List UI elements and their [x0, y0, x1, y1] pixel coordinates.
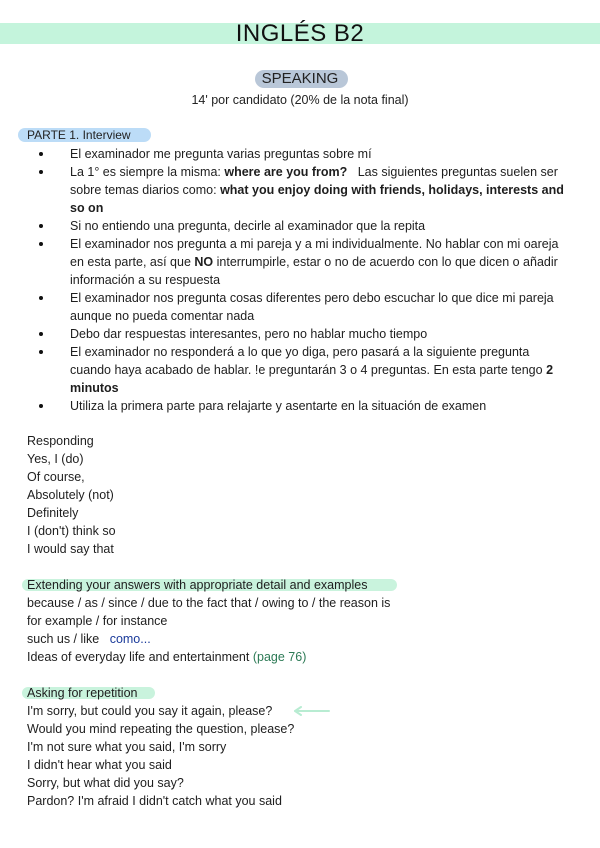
bullet-item: Debo dar respuestas interesantes, pero no hablar mucho tiempo [0, 325, 600, 343]
extending-line-ideas: Ideas of everyday life and entertainment (page 76) [27, 650, 307, 664]
bullet-item: El examinador nos pregunta cosas diferentes pero debo escuchar lo que dice mi pareja aunque no pueda comentar nada [0, 289, 600, 325]
repetition-line: I'm sorry, but could you say it again, please? [27, 704, 273, 718]
page-title: INGLÉS B2 [235, 20, 365, 47]
responding-line: I (don't) think so [27, 524, 116, 538]
bullet-item: Si no entiendo una pregunta, decirle al examinador que la repita [0, 217, 600, 235]
responding-line: Of course, [27, 470, 85, 484]
extending-line-such-as: such us / like como... [27, 632, 151, 646]
extending-line: because / as / since / due to the fact that / owing to / the reason is [27, 596, 391, 610]
part1-bullet-list [0, 145, 600, 415]
arrow-left-icon [292, 706, 332, 716]
responding-line: Absolutely (not) [27, 488, 114, 502]
bullet-dot [39, 332, 43, 336]
bullet-item: El examinador me pregunta varias preguntas sobre mí [0, 145, 600, 163]
repetition-heading: Asking for repetition [27, 686, 138, 700]
bullet-dot [39, 404, 43, 408]
repetition-section [27, 684, 294, 810]
bullet-dot [39, 224, 43, 228]
bullet-dot [39, 152, 43, 156]
repetition-line: I'm not sure what you said, I'm sorry [27, 740, 227, 754]
bullet-dot [39, 296, 43, 300]
responding-section [27, 432, 116, 558]
repetition-line: Would you mind repeating the question, please? [27, 722, 295, 736]
bullet-item: El examinador no responderá a lo que yo diga, pero pasará a la siguiente pregunta cuando haya acabado de hablar. !e preguntarán 3 o 4 preguntas. En esta parte tengo 2 minutos [0, 343, 600, 397]
responding-line: Yes, I (do) [27, 452, 84, 466]
bullet-item: La 1° es siempre la misma: where are you from? Las siguientes preguntas suelen ser sobre temas diarios como: what you enjoy doing with friends, holidays, interests and so on [0, 163, 600, 217]
repetition-line: Pardon? I'm afraid I didn't catch what you said [27, 794, 282, 808]
page-reference: (page 76) [252, 650, 307, 664]
bullet-dot [39, 170, 43, 174]
responding-line: I would say that [27, 542, 114, 556]
speaking-heading: SPEAKING [261, 70, 339, 87]
bullet-dot [39, 242, 43, 246]
such-as-note: como... [109, 632, 151, 646]
bullet-dot [39, 350, 43, 354]
extending-heading: Extending your answers with appropriate detail and examples [27, 578, 368, 592]
speaking-subtitle: 14' por candidato (20% de la nota final) [191, 93, 409, 107]
extending-line: for example / for instance [27, 614, 168, 628]
bullet-item: Utiliza la primera parte para relajarte y asentarte en la situación de examen [0, 397, 600, 415]
responding-line: Definitely [27, 506, 79, 520]
bullet-item: El examinador nos pregunta a mi pareja y a mi individualmente. No hablar con mi oareja en esta parte, así que NO interrumpirle, estar o no de acuerdo con lo que dicen o añadir información a su respuesta [0, 235, 600, 289]
responding-heading: Responding [27, 434, 94, 448]
part1-heading: PARTE 1. Interview [27, 128, 131, 142]
extending-section [27, 576, 390, 666]
repetition-line: Sorry, but what did you say? [27, 776, 184, 790]
repetition-line: I didn't hear what you said [27, 758, 172, 772]
